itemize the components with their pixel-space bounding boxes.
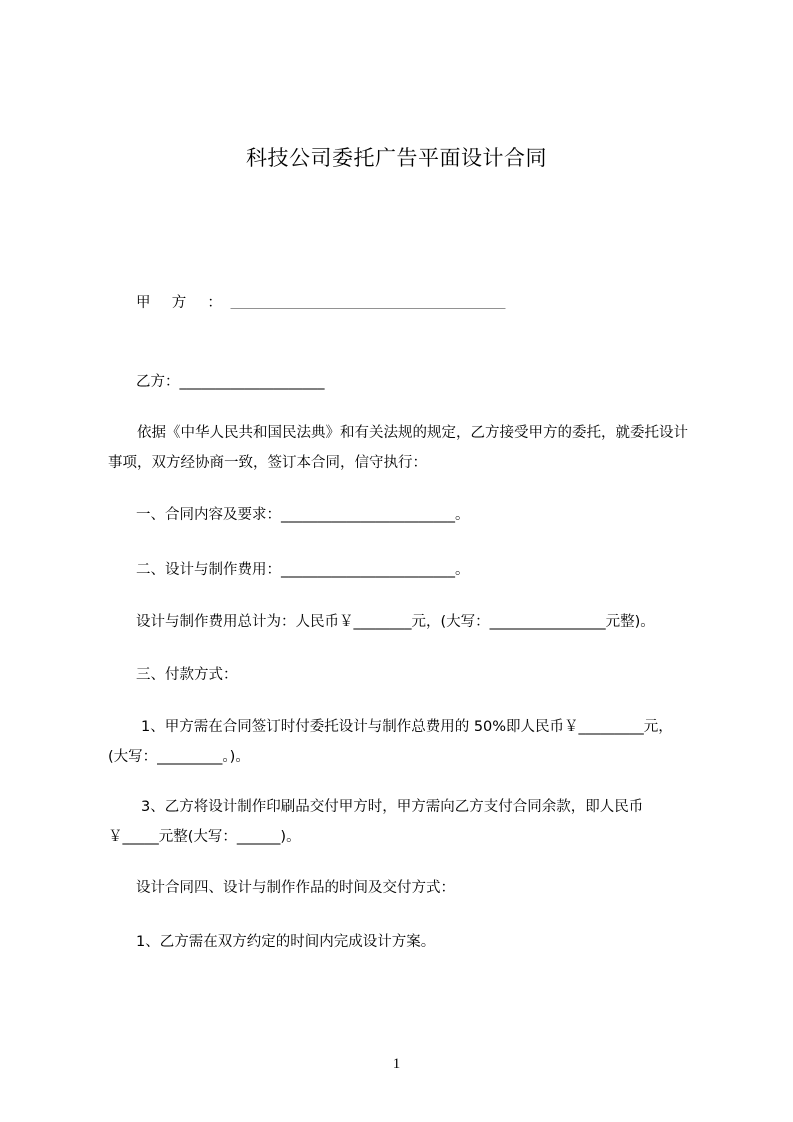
section-3-payment-method: 三、付款方式： — [136, 667, 238, 683]
total-fee-line: 设计与制作费用总计为：人民币￥________元，(大写：________________元整)。 — [136, 614, 655, 630]
payment-item-3: 3、乙方将设计制作印刷品交付甲方时，甲方需向乙方支付合同余款，即人民币￥_____元整(大写：______)。 — [108, 799, 644, 845]
preamble-paragraph: 依据《中华人民共和国民法典》和有关法规的规定，乙方接受甲方的委托，就委托设计事项，双方经协商一致，签订本合同，信守执行： — [108, 425, 688, 471]
document-title: 科技公司委托广告平面设计合同 — [246, 146, 547, 170]
delivery-item-1: 1、乙方需在双方约定的时间内完成设计方案。 — [136, 934, 436, 950]
payment-item-1: 1、甲方需在合同签订时付委托设计与制作总费用的 50%即人民币￥_________元，(大写：_________。)。 — [108, 719, 673, 765]
page-number: 1 — [392, 1056, 401, 1072]
section-4-delivery: 设计合同四、设计与制作作品的时间及交付方式： — [136, 880, 455, 896]
section-1-contract-content: 一、合同内容及要求：________________________。 — [136, 507, 470, 523]
party-b-line: 乙方：____________________ — [136, 374, 325, 390]
party-a-blank: ＿＿＿＿＿＿＿＿＿＿＿＿＿＿＿＿＿＿＿＿＿＿＿＿＿ — [230, 297, 506, 310]
party-a-line — [136, 293, 716, 314]
section-2-fees: 二、设计与制作费用：________________________。 — [136, 562, 470, 578]
party-a-label: 甲 方 ： — [136, 295, 226, 311]
